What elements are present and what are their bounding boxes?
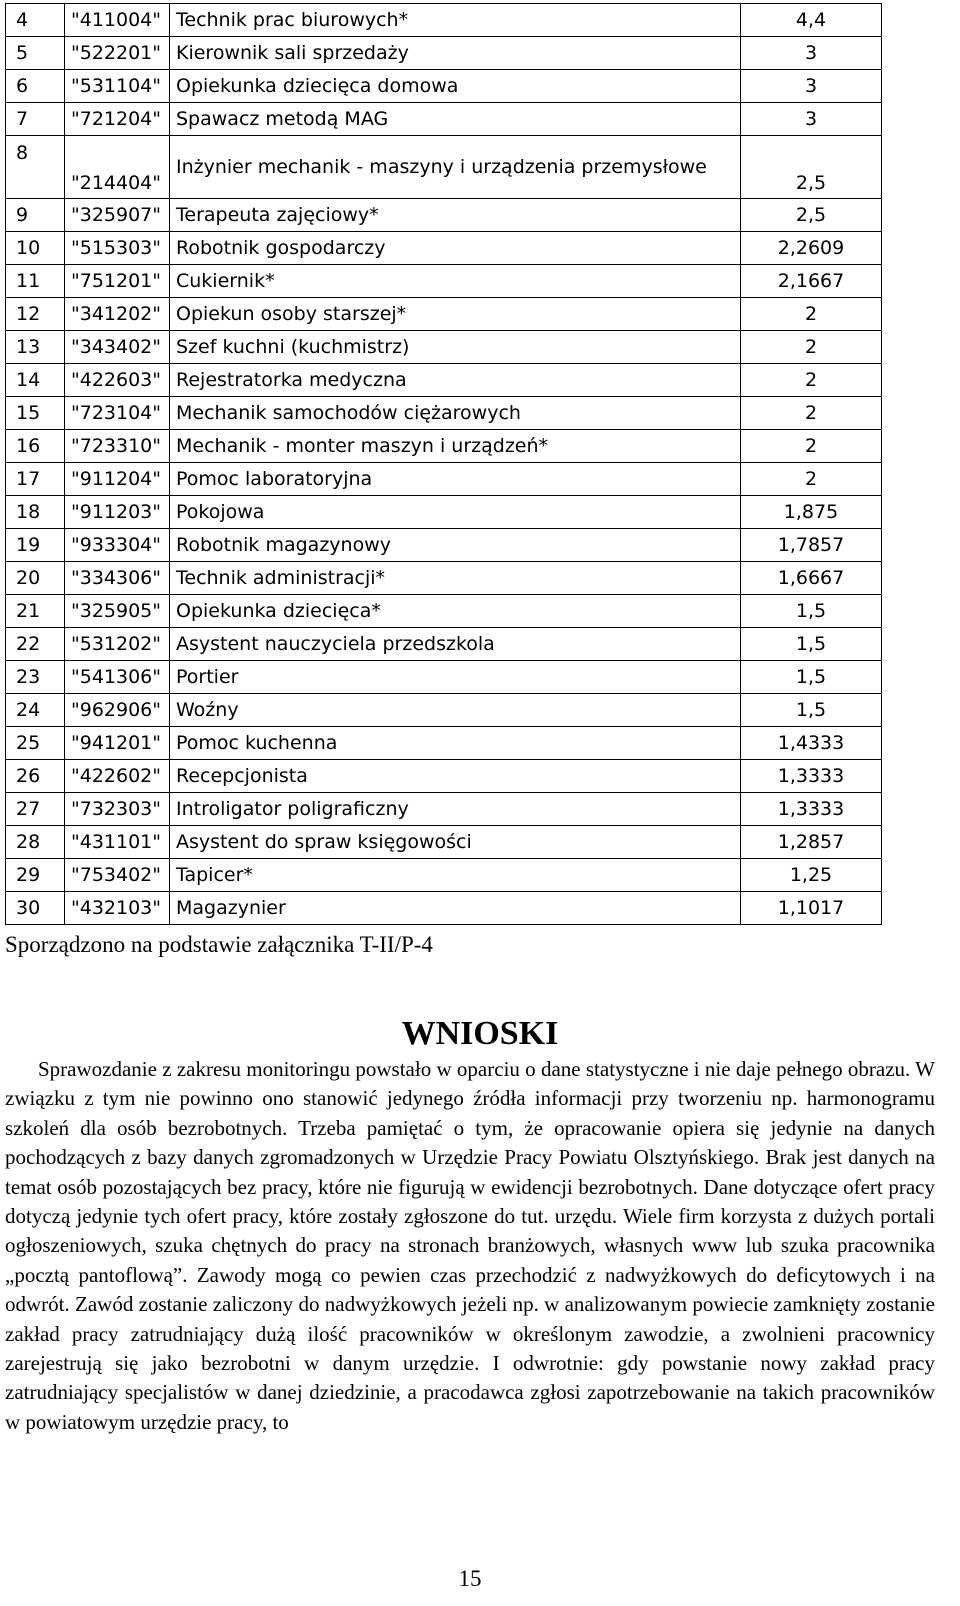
occupation-title-cell: Tapicer* [170,859,741,892]
row-number-cell: 26 [6,760,65,793]
occupation-code-cell: "334306" [65,562,170,595]
table-row [6,892,882,925]
occupation-code-cell: "214404" [65,136,170,199]
table-row [6,562,882,595]
table-row [6,793,882,826]
row-number-cell: 9 [6,199,65,232]
indicator-value-cell: 1,7857 [741,529,882,562]
table-row [6,760,882,793]
occupation-code-cell: "721204" [65,103,170,136]
indicator-value-cell: 1,1017 [741,892,882,925]
occupation-title-cell: Recepcjonista [170,760,741,793]
table-row [6,4,882,37]
occupation-title-cell: Introligator poligraficzny [170,793,741,826]
table-row [6,136,882,199]
occupation-title-cell: Pomoc laboratoryjna [170,463,741,496]
table-row [6,694,882,727]
occupation-title-cell: Technik prac biurowych* [170,4,741,37]
occupation-code-cell: "531104" [65,70,170,103]
indicator-value-cell: 2 [741,463,882,496]
indicator-value-cell: 2 [741,397,882,430]
row-number-cell: 16 [6,430,65,463]
table-row [6,826,882,859]
conclusions-paragraph: Sprawozdanie z zakresu monitoringu powstało w oparciu o dane statystyczne i nie daje pełnego obrazu. W związku z tym nie powinno ono stanowić jedynego źródła informacji przy tworzeniu np. harmonogramu szkoleń dla osób bezrobotnych. Trzeba pamiętać o tym, że opracowanie opiera się jedynie na danych pochodzących z bazy danych zgromadzonych w Urzędzie Pracy Powiatu Olsztyńskiego. Brak jest danych na temat osób pozostających bez pracy, które nie figurują w ewidencji bezrobotnych. Dane dotyczące ofert pracy dotyczą jedynie tych ofert pracy, które zostały zgłoszone do tut. urzędu. Wiele firm korzysta z dużych portali ogłoszeniowych, szuka chętnych do pracy na stronach branżowych, własnych www lub szuka pracownika „pocztą pantoflową”. Zawody mogą co pewien czas przechodzić z nadwyżkowych do deficytowych i na odwrót. Zawód zostanie zaliczony do nadwyżkowych jeżeli np. w analizowanym powiecie zamknięty zostanie zakład pracy zatrudniający dużą ilość pracowników w określonym zawodzie, a zwolnieni pracownicy zarejestrują się jako bezrobotni w danym urzędzie. I odwrotnie: gdy powstanie nowy zakład pracy zatrudniający specjalistów w danej dziedzinie, a pracodawca zgłosi zapotrzebowanie na takich pracowników w powiatowym urzędzie pracy, to [5,1057,935,1434]
table-row [6,727,882,760]
indicator-value-cell: 1,6667 [741,562,882,595]
occupation-code-cell: "411004" [65,4,170,37]
table-row [6,628,882,661]
table-row [6,397,882,430]
occupation-title-cell: Pokojowa [170,496,741,529]
occupation-title-cell: Pomoc kuchenna [170,727,741,760]
occupation-code-cell: "341202" [65,298,170,331]
indicator-value-cell: 1,3333 [741,760,882,793]
occupation-code-cell: "422602" [65,760,170,793]
table-row [6,463,882,496]
occupation-code-cell: "522201" [65,37,170,70]
indicator-value-cell: 1,25 [741,859,882,892]
occupation-title-cell: Opiekunka dziecięca* [170,595,741,628]
table-row [6,859,882,892]
occupation-title-cell: Magazynier [170,892,741,925]
row-number-cell: 28 [6,826,65,859]
occupation-code-cell: "911203" [65,496,170,529]
occupation-code-cell: "751201" [65,265,170,298]
row-number-cell: 12 [6,298,65,331]
occupation-title-cell: Terapeuta zajęciowy* [170,199,741,232]
table-row [6,199,882,232]
table-row [6,661,882,694]
occupation-code-cell: "422603" [65,364,170,397]
table-row [6,70,882,103]
row-number-cell: 5 [6,37,65,70]
occupation-title-cell: Mechanik - monter maszyn i urządzeń* [170,430,741,463]
indicator-value-cell: 1,875 [741,496,882,529]
occupation-title-cell: Opiekun osoby starszej* [170,298,741,331]
occupation-code-cell: "911204" [65,463,170,496]
occupation-code-cell: "753402" [65,859,170,892]
source-note: Sporządzono na podstawie załącznika T-II/P-4 [5,932,433,957]
table-row [6,430,882,463]
indicator-value-cell: 2,2609 [741,232,882,265]
indicator-value-cell: 2,1667 [741,265,882,298]
indicator-value-cell: 1,5 [741,661,882,694]
indicator-value-cell: 1,5 [741,595,882,628]
occupation-title-cell: Inżynier mechanik - maszyny i urządzenia przemysłowe [170,136,741,199]
row-number-cell: 8 [6,136,65,199]
row-number-cell: 20 [6,562,65,595]
page-number: 15 [458,1566,482,1591]
occupation-code-cell: "515303" [65,232,170,265]
occupation-code-cell: "933304" [65,529,170,562]
indicator-value-cell: 2 [741,364,882,397]
indicator-value-cell: 1,2857 [741,826,882,859]
row-number-cell: 29 [6,859,65,892]
row-number-cell: 6 [6,70,65,103]
row-number-cell: 23 [6,661,65,694]
occupation-title-cell: Rejestratorka medyczna [170,364,741,397]
occupation-title-cell: Szef kuchni (kuchmistrz) [170,331,741,364]
row-number-cell: 21 [6,595,65,628]
row-number-cell: 24 [6,694,65,727]
occupation-title-cell: Kierownik sali sprzedaży [170,37,741,70]
occupation-title-cell: Asystent do spraw księgowości [170,826,741,859]
table-row [6,103,882,136]
indicator-value-cell: 4,4 [741,4,882,37]
row-number-cell: 19 [6,529,65,562]
row-number-cell: 7 [6,103,65,136]
indicator-value-cell: 1,3333 [741,793,882,826]
indicator-value-cell: 2 [741,430,882,463]
occupation-code-cell: "941201" [65,727,170,760]
row-number-cell: 10 [6,232,65,265]
indicator-value-cell: 3 [741,103,882,136]
table-row [6,232,882,265]
table-row [6,298,882,331]
row-number-cell: 14 [6,364,65,397]
table-row [6,364,882,397]
indicator-value-cell: 1,5 [741,628,882,661]
indicator-value-cell: 2 [741,331,882,364]
indicator-value-cell: 2,5 [741,136,882,199]
occupation-code-cell: "343402" [65,331,170,364]
occupation-title-cell: Woźny [170,694,741,727]
occupation-title-cell: Opiekunka dziecięca domowa [170,70,741,103]
occupation-code-cell: "325907" [65,199,170,232]
row-number-cell: 13 [6,331,65,364]
occupations-table-body [6,4,882,925]
occupation-title-cell: Technik administracji* [170,562,741,595]
occupation-title-cell: Asystent nauczyciela przedszkola [170,628,741,661]
occupation-title-cell: Mechanik samochodów ciężarowych [170,397,741,430]
row-number-cell: 11 [6,265,65,298]
table-row [6,37,882,70]
occupation-code-cell: "531202" [65,628,170,661]
occupation-title-cell: Robotnik gospodarczy [170,232,741,265]
occupation-title-cell: Spawacz metodą MAG [170,103,741,136]
occupation-code-cell: "962906" [65,694,170,727]
indicator-value-cell: 2,5 [741,199,882,232]
occupation-code-cell: "541306" [65,661,170,694]
indicator-value-cell: 1,5 [741,694,882,727]
row-number-cell: 27 [6,793,65,826]
occupation-code-cell: "732303" [65,793,170,826]
occupation-code-cell: "432103" [65,892,170,925]
row-number-cell: 17 [6,463,65,496]
occupations-table [5,3,882,925]
occupation-title-cell: Portier [170,661,741,694]
occupation-code-cell: "325905" [65,595,170,628]
indicator-value-cell: 1,4333 [741,727,882,760]
occupation-code-cell: "431101" [65,826,170,859]
table-row [6,331,882,364]
row-number-cell: 15 [6,397,65,430]
row-number-cell: 18 [6,496,65,529]
table-row [6,496,882,529]
indicator-value-cell: 3 [741,37,882,70]
occupation-code-cell: "723310" [65,430,170,463]
table-row [6,529,882,562]
row-number-cell: 4 [6,4,65,37]
occupation-code-cell: "723104" [65,397,170,430]
table-row [6,265,882,298]
section-heading: WNIOSKI [401,1015,559,1052]
occupation-title-cell: Robotnik magazynowy [170,529,741,562]
row-number-cell: 30 [6,892,65,925]
occupation-title-cell: Cukiernik* [170,265,741,298]
table-row [6,595,882,628]
indicator-value-cell: 2 [741,298,882,331]
row-number-cell: 22 [6,628,65,661]
row-number-cell: 25 [6,727,65,760]
indicator-value-cell: 3 [741,70,882,103]
